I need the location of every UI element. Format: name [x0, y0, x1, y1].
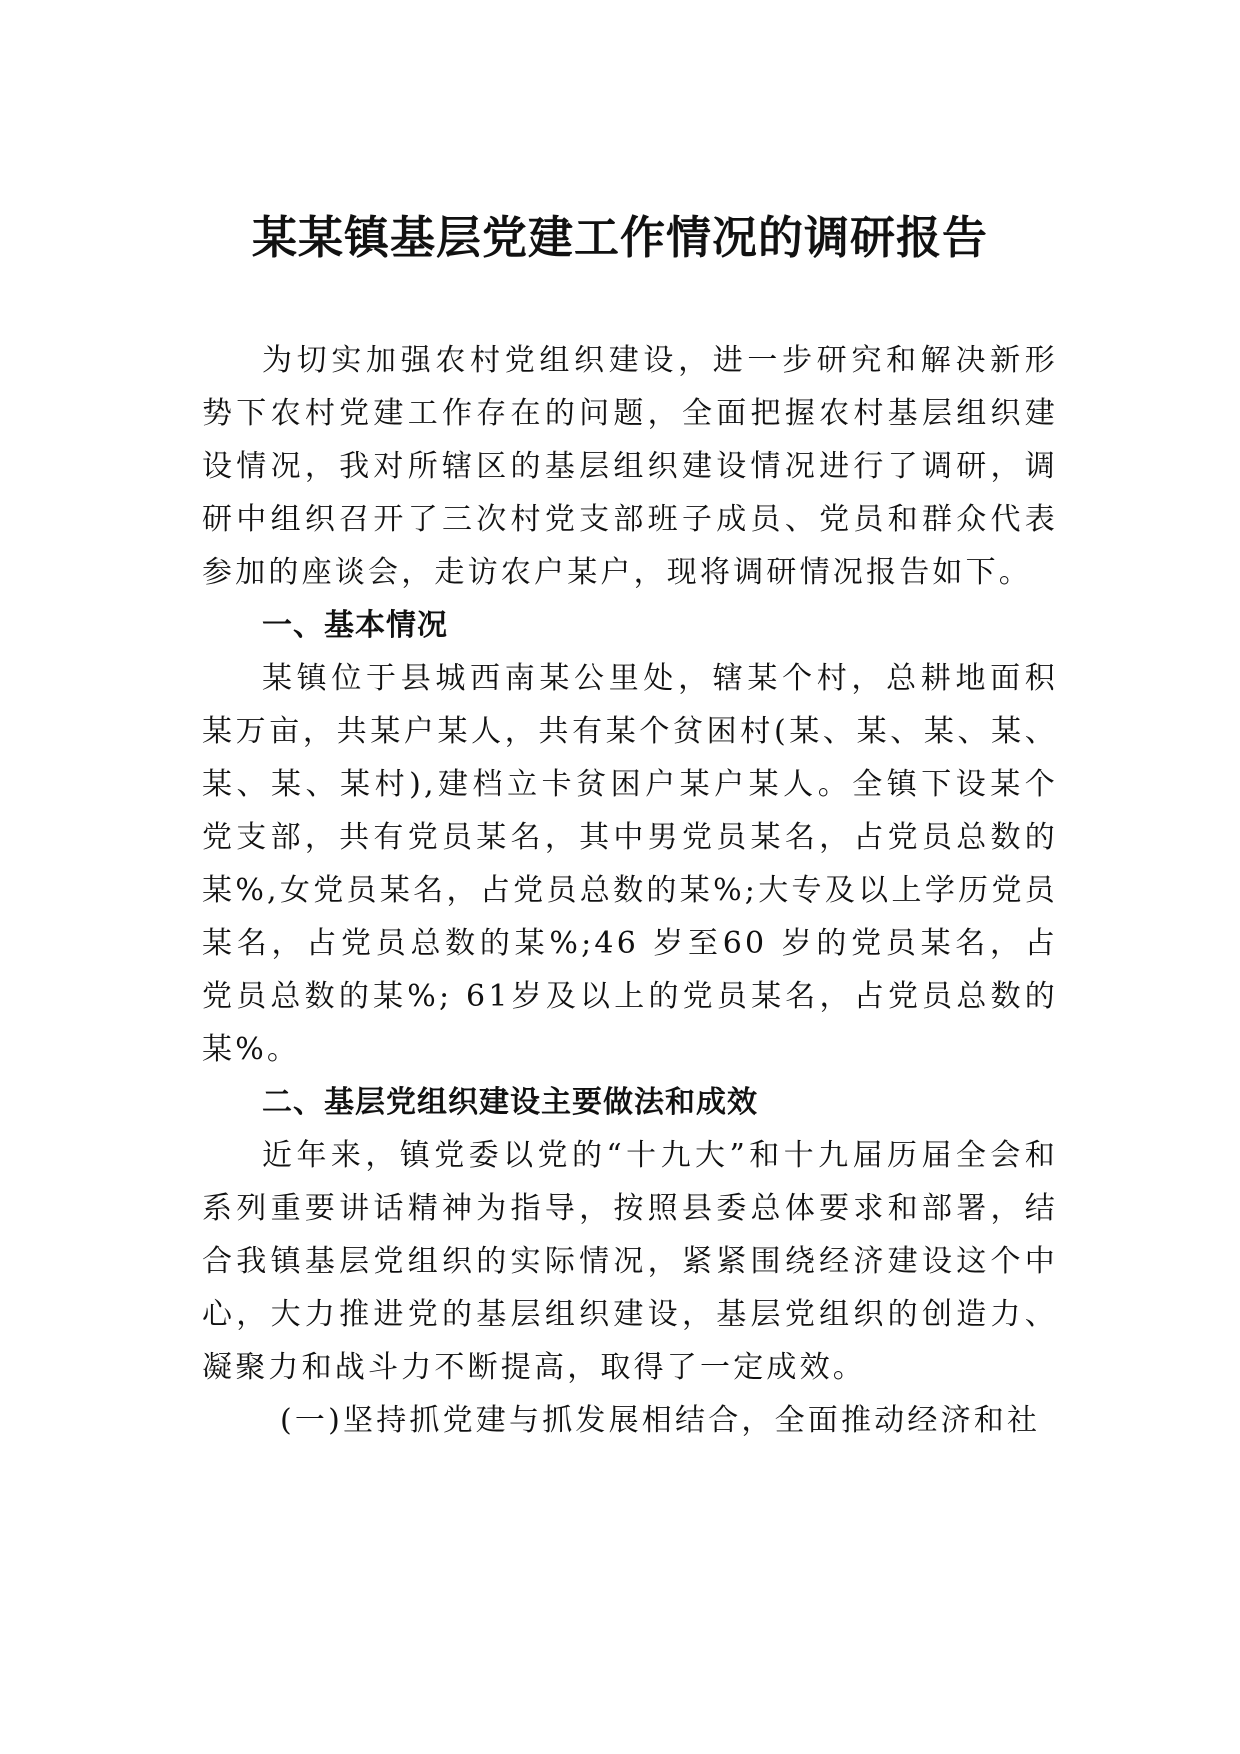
document-body — [202, 334, 1058, 1447]
practices-results-paragraph: 近年来，镇党委以党的“十九大”和十九届历届全会和系列重要讲话精神为指导，按照县委总体要求和部署，结合我镇基层党组织的实际情况，紧紧围绕经济建设这个中心，大力推进党的基层组织建设，基层党组织的创造力、凝聚力和战斗力不断提高，取得了一定成效。 — [202, 1138, 1058, 1385]
subsection-heading-party-development: (一)坚持抓党建与抓发展相结合，全面推动经济和社 — [280, 1403, 1041, 1438]
section-heading-basic-situation: 一、基本情况 — [262, 608, 448, 643]
document-title: 某某镇基层党建工作情况的调研报告 — [251, 211, 988, 264]
basic-situation-paragraph: 某镇位于县城西南某公里处，辖某个村，总耕地面积某万亩，共某户某人，共有某个贫困村(某、某、某、某、某、某、某村),建档立卡贫困户某户某人。全镇下设某个党支部，共有党员某名，其中男党员某名，占党员总数的某%,女党员某名，占党员总数的某%;大专及以上学历党员某名，占党员总数的某%;46 岁至60 岁的党员某名，占党员总数的某%; 61岁及以上的党员某名，占党员总数的某%。 — [202, 661, 1058, 1067]
intro-paragraph: 为切实加强农村党组织建设，进一步研究和解决新形势下农村党建工作存在的问题，全面把握农村基层组织建设情况，我对所辖区的基层组织建设情况进行了调研，调研中组织召开了三次村党支部班子成员、党员和群众代表参加的座谈会，走访农户某户，现将调研情况报告如下。 — [202, 343, 1058, 590]
section-heading-practices-results: 二、基层党组织建设主要做法和成效 — [262, 1085, 758, 1120]
